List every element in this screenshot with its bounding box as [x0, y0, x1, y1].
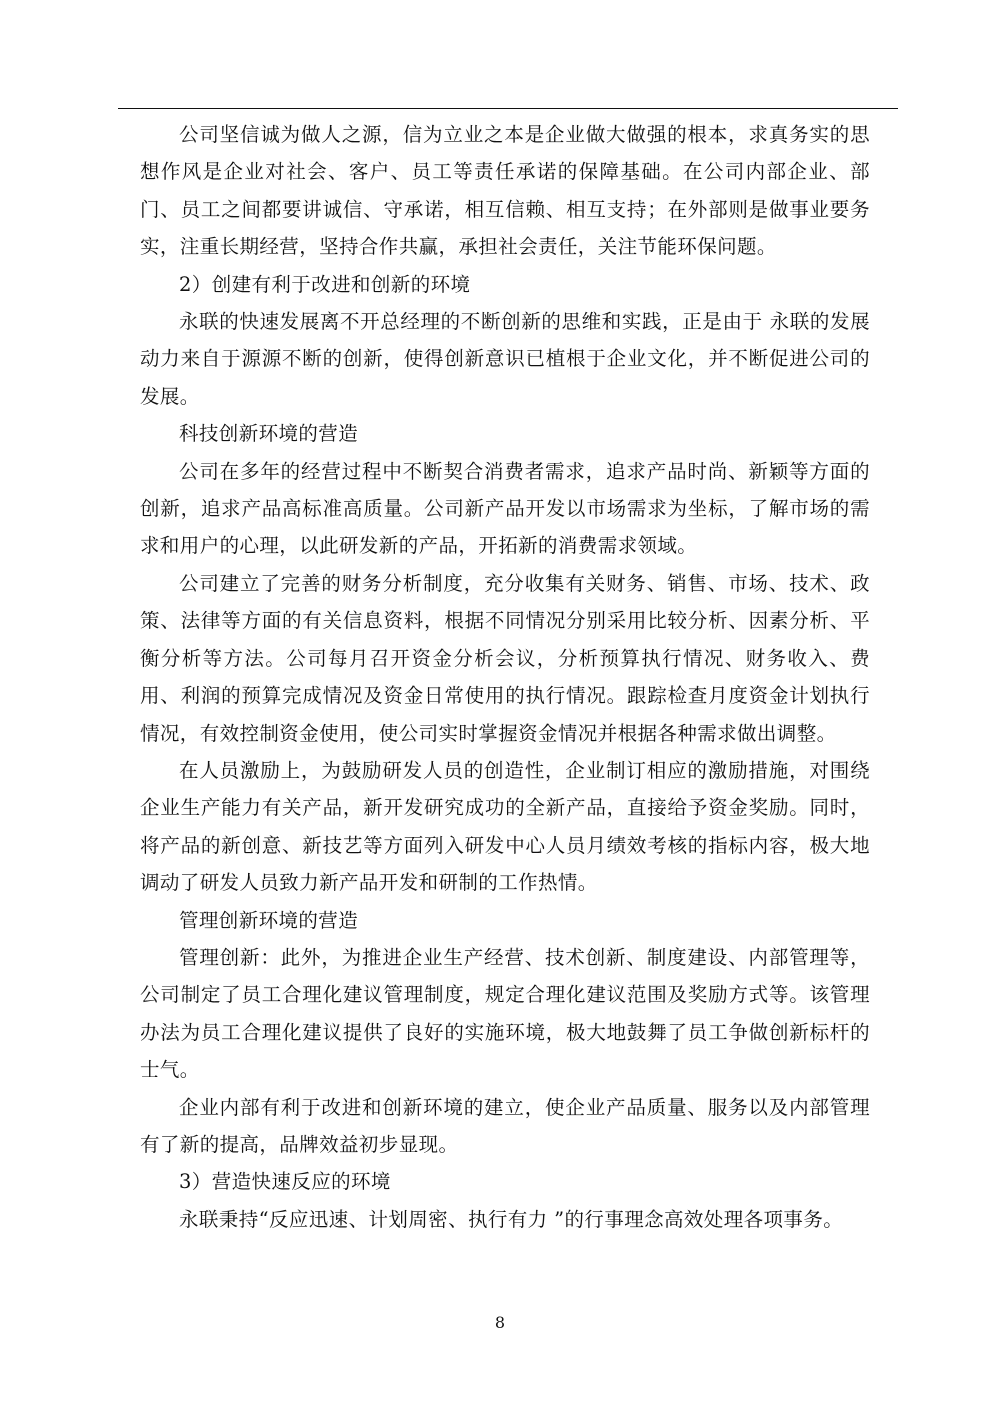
paragraph-financial-analysis: 公司建立了完善的财务分析制度，充分收集有关财务、销售、市场、技术、政策、法律等方面的有关信息资料，根据不同情况分别采用比较分析、因素分析、平衡分析等方法。公司每月召开资金分析会议，分析预算执行情况、财务收入、费用、利润的预算完成情况及资金日常使用的执行情况。跟踪检查月度资金计划执行情况，有效控制资金使用，使公司实时掌握资金情况并根据各种需求做出调整。 [140, 571, 870, 745]
paragraph-fast-response: 永联秉持“反应迅速、计划周密、执行有力 ”的行事理念高效处理各项事务。 [179, 1207, 844, 1231]
heading-management-innovation: 管理创新环境的营造 [179, 908, 359, 932]
page-number: 8 [494, 1313, 506, 1332]
header-rule [118, 108, 898, 109]
paragraph-management-innovation: 管理创新：此外，为推进企业生产经营、技术创新、制度建设、内部管理等，公司制定了员工合理化建议管理制度，规定合理化建议范围及奖励方式等。该管理办法为员工合理化建议提供了良好的实施环境，极大地鼓舞了员工争做创新标杆的士气。 [140, 945, 870, 1082]
heading-innovation-environment: 2）创建有利于改进和创新的环境 [179, 272, 471, 296]
paragraph-integrity: 公司坚信诚为做人之源，信为立业之本是企业做大做强的根本，求真务实的思想作风是企业对社会、客户、员工等责任承诺的保障基础。在公司内部企业、部门、员工之间都要讲诚信、守承诺，相互信赖、相互支持；在外部则是做事业要务实，注重长期经营，坚持合作共赢，承担社会责任，关注节能环保问题。 [140, 123, 870, 259]
paragraph-rapid-development: 永联的快速发展离不开总经理的不断创新的思维和实践，正是由于 永联的发展动力来自于源源不断的创新，使得创新意识已植根于企业文化，并不断促进公司的发展。 [140, 310, 870, 408]
paragraph-consumer-demand: 公司在多年的经营过程中不断契合消费者需求，追求产品时尚、新颖等方面的创新，追求产品高标准高质量。公司新产品开发以市场需求为坐标，了解市场的需求和用户的心理，以此研发新的产品，开拓新的消费需求领域。 [140, 459, 870, 558]
document-body [140, 116, 870, 1238]
paragraph-internal-environment: 企业内部有利于改进和创新环境的建立，使企业产品质量、服务以及内部管理有了新的提高，品牌效益初步显现。 [140, 1095, 870, 1156]
heading-tech-innovation: 科技创新环境的营造 [179, 422, 359, 446]
paragraph-staff-incentive: 在人员激励上，为鼓励研发人员的创造性，企业制订相应的激励措施，对围绕企业生产能力有关产品，新开发研究成功的全新产品，直接给予资金奖励。同时，将产品的新创意、新技艺等方面列入研发中心人员月绩效考核的指标内容，极大地调动了研发人员致力新产品开发和研制的工作热情。 [140, 758, 870, 895]
heading-fast-response: 3）营造快速反应的环境 [179, 1170, 391, 1194]
